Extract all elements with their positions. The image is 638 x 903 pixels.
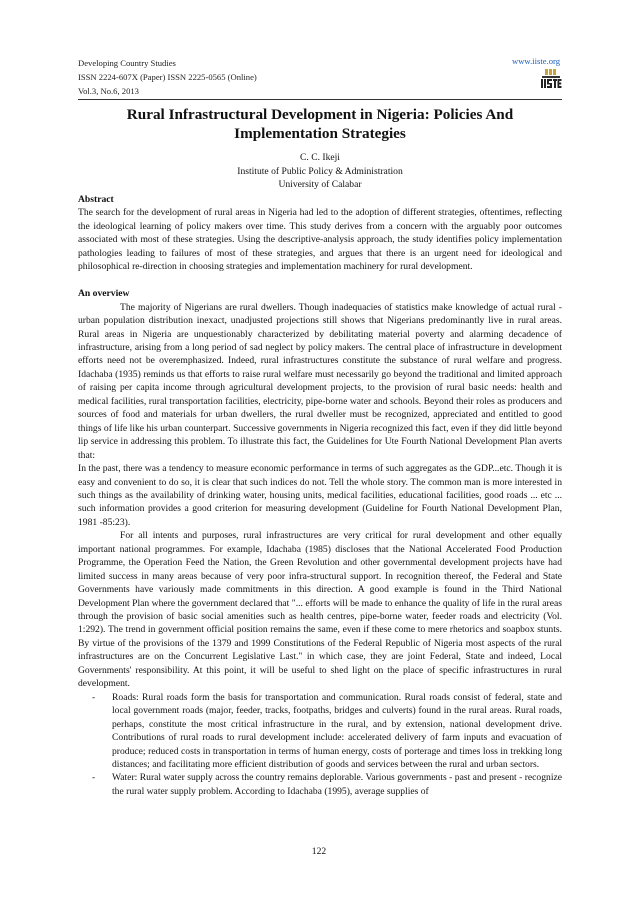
overview-paragraph-1: The majority of Nigerians are rural dwellers. Though inadequacies of statistics make knowledge of actual rural - urban population distribution inexact, unadjusted projections still shows that Nigerians predominantly live in rural areas. Rural areas in Nigeria are unquestionably characterized by debilitating material poverty and alarming decadence of infrastructure, arising from a long period of sad neglect by policy makers. The central place of infrastructure in development efforts need not be overemphasized. Indeed, rural infrastructures constitute the substance of rural welfare and progress. Idachaba (1935) reminds us that efforts to raise rural welfare must necessarily go beyond the traditional and limited approach of raising per capita income through agricultural development projects, to the provision of rural basic needs: health and medical facilities, rural transportation facilities, electricity, pipe-borne water and schools. Beyond their roles as producers and sources of food and materials for urban dwellers, the rural dweller must be recognized, appreciated and entitled to good things of life like his urban counterpart. Successive governments in Nigeria recognized this fact, even if they did little beyond lip service in addressing this problem. To illustrate this fact, the Guidelines for Ute Fourth National Development Plan averts that: xyxy=(78,301,562,461)
list-item-text: Roads: Rural roads form the basis for transportation and communication. Rural roads consist of federal, state and local government roads (major, feeder, tracks, footpaths, bridges and culverts) found in the rural areas. Rural roads, perhaps, constitute the most critical infrastructure in the rural, and by extension, national development drive. Contributions of rural roads to rural development include: accelerated delivery of farm inputs and evacuation of produce; reduced costs in transportation in terms of human energy, costs of porterage and times loss in trekking long distances; and facilitating more efficient distribution of goods and services between the rural and urban sectors. xyxy=(112,691,562,771)
list-item-text: Water: Rural water supply across the country remains deplorable. Various governments - past and present - recognize the rural water supply problem. According to Idachaba (1995), average supplies of xyxy=(112,772,562,797)
list-item-roads xyxy=(78,691,562,772)
author-name: C. C. Ikeji xyxy=(300,152,340,163)
list-item-water xyxy=(78,771,562,798)
iiste-logo-icon xyxy=(540,69,562,89)
guideline-quote: In the past, there was a tendency to measure economic performance in terms of such aggregates as the GDP...etc. Though it is easy and convenient to do so, it is clear that such indices do not. Tell the whole story. The common man is more interested in such things as the availability of drinking water, housing units, medical facilities, educational facilities, good roads ... etc ... such information provides a good criterion for measuring development (Guideline for Fourth National Development Plan, 1981 -85:23). xyxy=(78,463,562,528)
journal-issn: ISSN 2224-607X (Paper) ISSN 2225-0565 (Online) xyxy=(78,72,257,82)
author-block xyxy=(78,151,562,192)
journal-name: Developing Country Studies xyxy=(78,58,176,68)
journal-header xyxy=(78,56,257,98)
list-dash: - xyxy=(92,691,96,703)
page-number: 122 xyxy=(311,846,327,857)
overview-paragraph-2: For all intents and purposes, rural infrastructures are very critical for rural development and other equally important national programmes. For example, Idachaba (1985) discloses that the National Accelerated Food Production Programme, the Operation Feed the Nation, the Green Revolution and other governmental development projects have had limited success in many areas because of very poor infra-structural support. In recognition thereof, the Federal and State Governments have variously made commitments in this direction. A good example is found in the Third National Development Plan where the government declared that "... efforts will be made to enhance the quality of life in the rural areas through the provision of basic social amenities such as health centres, pipe-borne water, feeder roads and electricity (Vol. 1:292). The trend in government official position remains the same, even if these come to mere rhetorics and soapbox stunts. By virtue of the provisions of the 1379 and 1999 Constitutions of the Federal Republic of Nigeria most aspects of the rural infrastructures are on the Concurrent Legislative Last." in which case, they are joint Federal, State and indeed, Local Governments' responsibility. At this point, it will be useful to shed light on the place of specific infrastructures in rural development. xyxy=(78,530,562,690)
section-spacer xyxy=(78,274,562,287)
paper-body xyxy=(78,193,562,798)
abstract-heading: Abstract xyxy=(78,194,114,205)
journal-website-link[interactable]: www.iiste.org xyxy=(512,56,560,66)
journal-volume: Vol.3, No.6, 2013 xyxy=(78,86,139,96)
author-university: University of Calabar xyxy=(278,179,362,190)
author-affiliation: Institute of Public Policy & Administration xyxy=(237,165,403,177)
paper-title: Rural Infrastructural Development in Nigeria: Policies And Implementation Strategies xyxy=(126,106,514,142)
list-dash: - xyxy=(92,772,96,784)
header-divider xyxy=(78,99,562,100)
infrastructure-list xyxy=(78,691,562,799)
overview-heading: An overview xyxy=(78,288,130,300)
abstract-text: The search for the development of rural areas in Nigeria had led to the adoption of different strategies, oftentimes, reflecting the ideological learning of policy makers over time. This study derives from a concern with the arguably poor outcomes associated with most of these strategies. Using the descriptive-analysis approach, the study identifies policy implementation pathologies leading to failures of most of these strategies, and argues that there is an urgent need for ideological and philosophical re-direction in choosing strategies and implementation machinery for rural development. xyxy=(78,207,562,273)
